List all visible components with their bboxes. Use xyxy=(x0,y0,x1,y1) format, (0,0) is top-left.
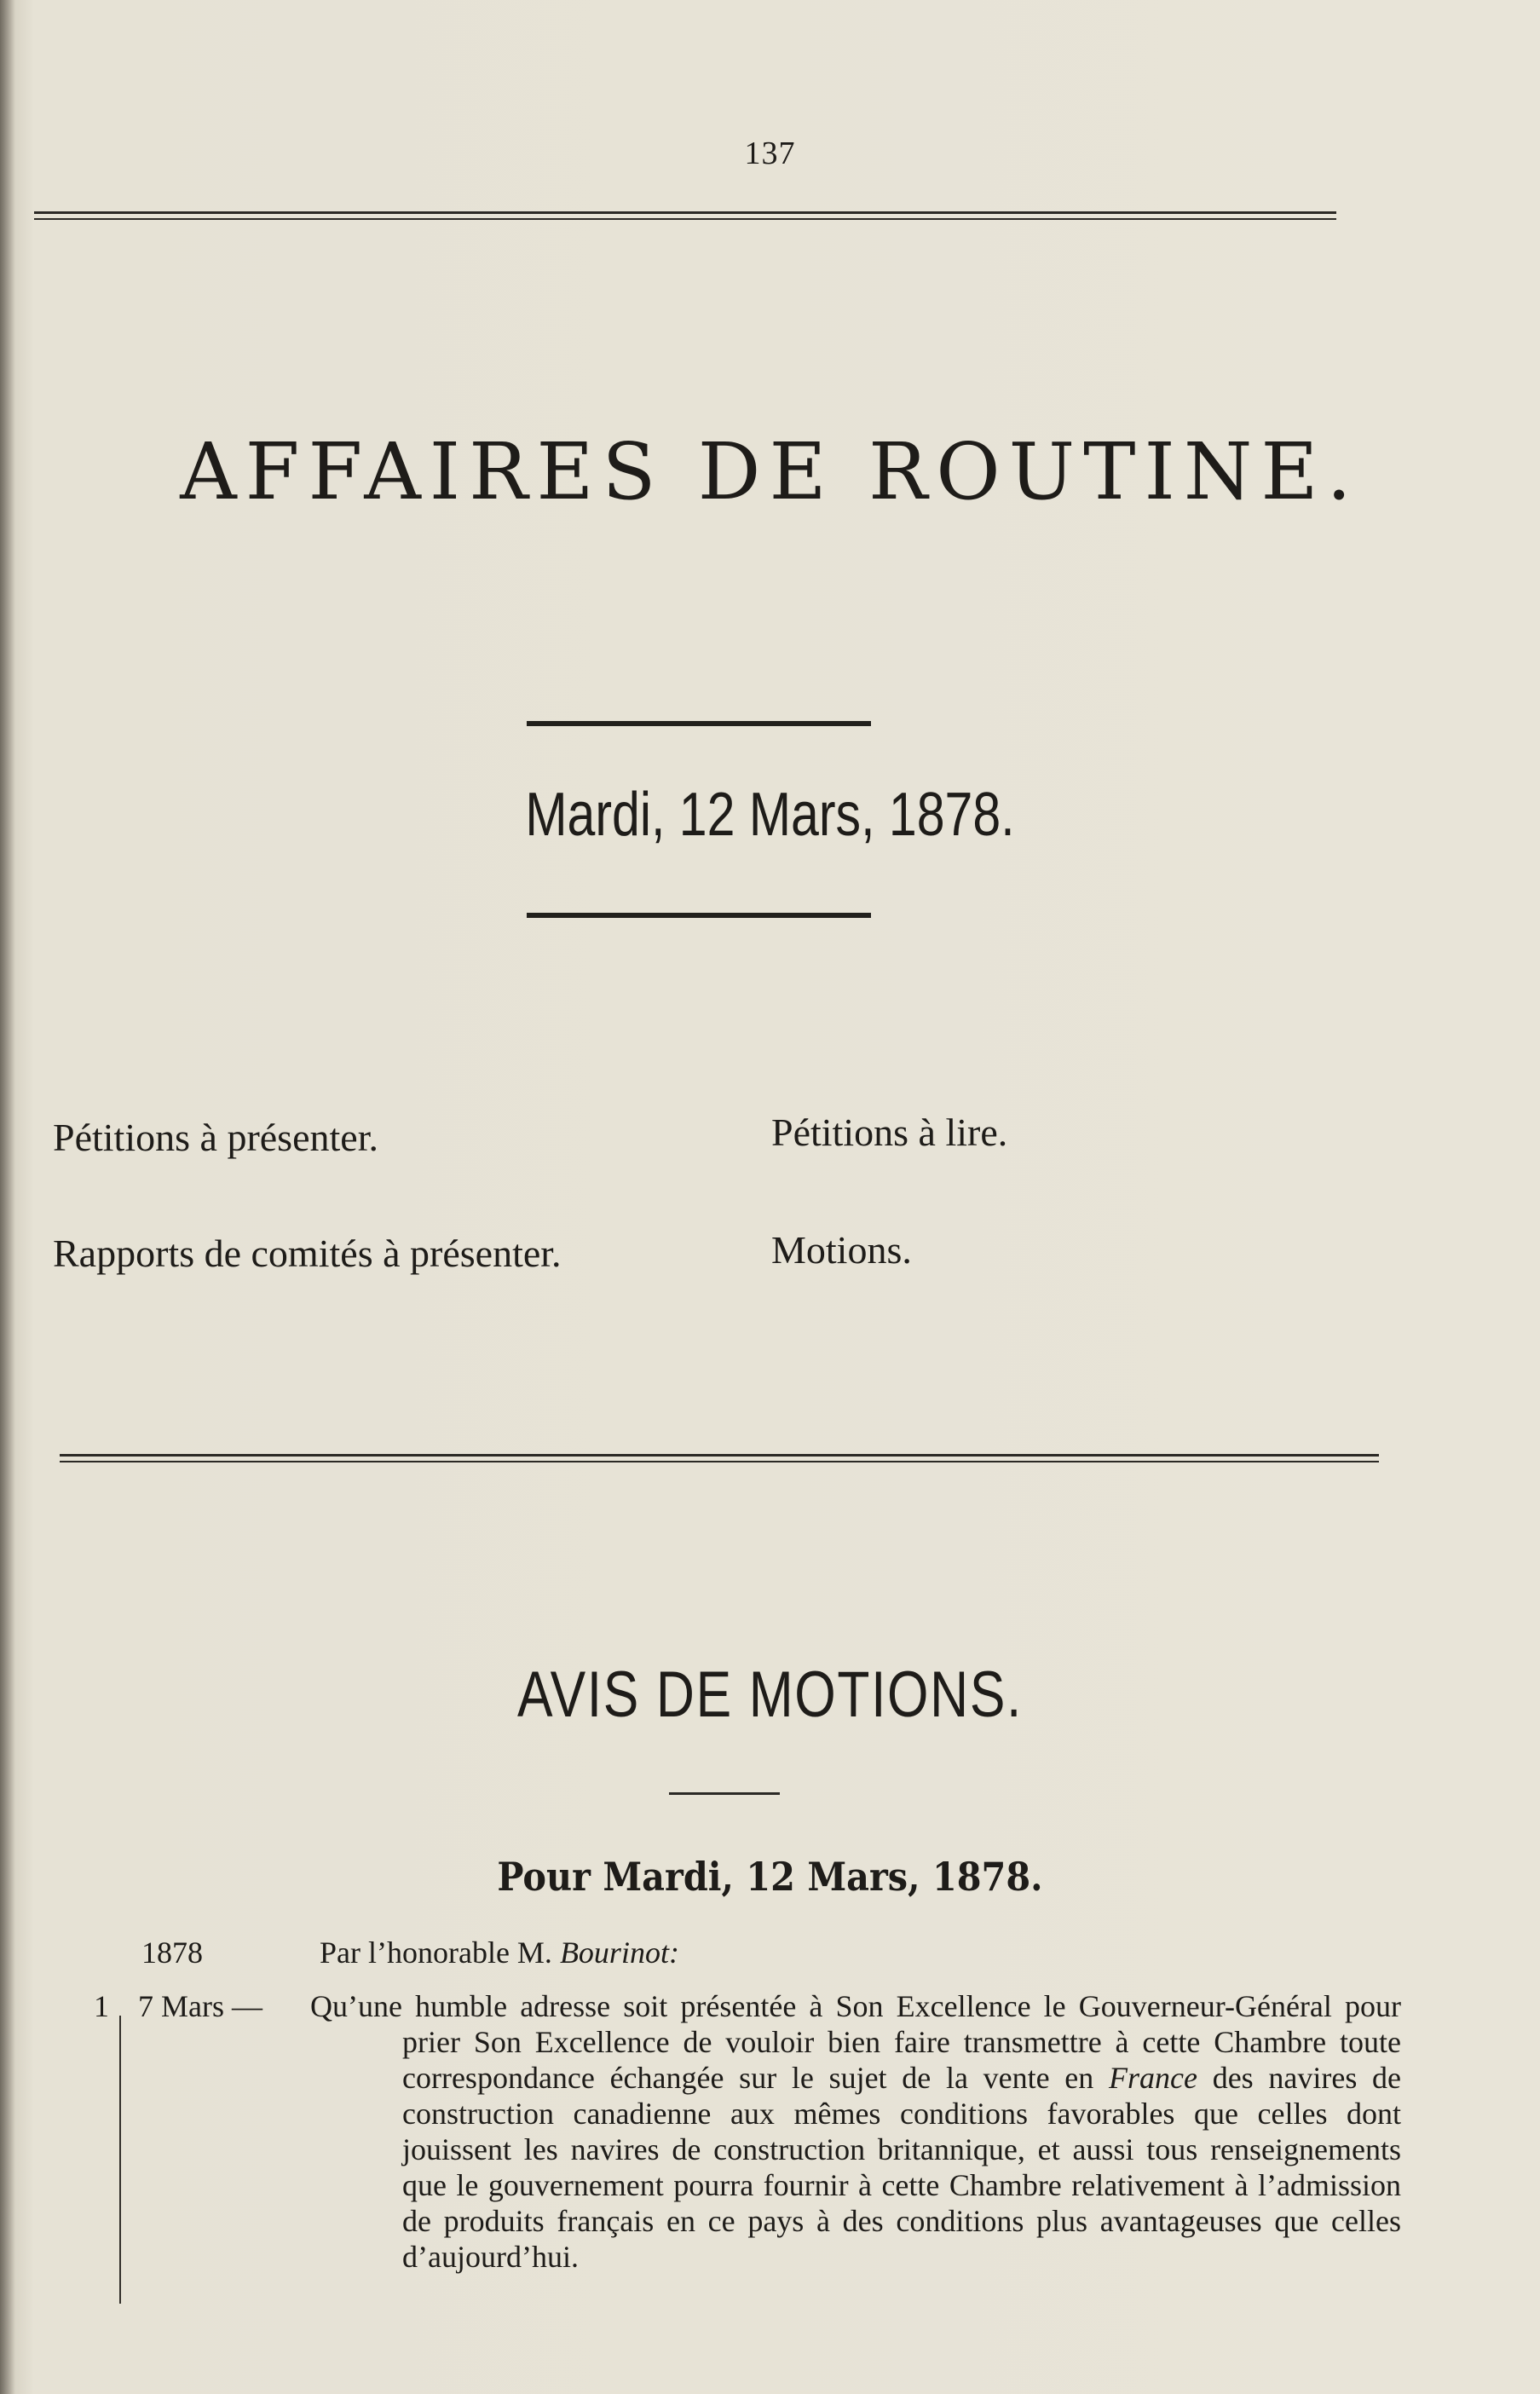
entry-paragraph xyxy=(310,1988,1402,2275)
rule-below-date xyxy=(527,913,871,918)
rule-above-date xyxy=(527,721,871,726)
entry-text xyxy=(310,1988,1402,2275)
header-double-rule xyxy=(34,211,1336,220)
short-rule xyxy=(669,1792,780,1795)
notices-subtitle: Pour Mardi, 12 Mars, 1878. xyxy=(497,1854,1043,1900)
entry-date: 7 Mars — xyxy=(138,1989,262,2023)
entry-text-after: des navires de construction canadienne aux mêmes conditions favorables que celles dont jouissent les navires de construction britannique, et aussi tous renseignements que le gouvernement pourra fournir à cette Chambre relativement à l’admission de produits français en ce pays à des conditions plus avantageuses que celles d’aujourd’hui. xyxy=(402,2061,1402,2274)
entry-year: 1878 xyxy=(141,1935,203,1970)
mover-name: Bourinot: xyxy=(559,1935,679,1970)
item-rapports-de-comites: Rapports de comités à présenter. xyxy=(53,1232,562,1275)
page-number: 137 xyxy=(744,136,796,171)
item-petitions-a-presenter: Pétitions à présenter. xyxy=(53,1116,378,1159)
item-motions: Motions. xyxy=(771,1228,912,1272)
entry-text-italic: France xyxy=(1109,2061,1197,2095)
entry-mover xyxy=(320,1935,679,1970)
routine-date: Mardi, 12 Mars, 1878. xyxy=(525,781,1015,849)
section-double-rule xyxy=(60,1454,1379,1462)
entry-number: 1 xyxy=(94,1989,109,2023)
notices-title: AVIS DE MOTIONS. xyxy=(517,1658,1023,1731)
routine-title: AFFAIRES DE ROUTINE. xyxy=(180,426,1360,517)
entry-margin-line xyxy=(119,2016,121,2304)
item-petitions-a-lire: Pétitions à lire. xyxy=(771,1110,1008,1154)
entry-text-before: Qu’une humble adresse soit présentée à Son Excellence le Gouverneur-Général pour prier Son Excellence de vouloir bien faire transmettre à cette Chambre toute correspondance échangée sur le sujet de la vente en xyxy=(310,1989,1401,2095)
mover-prefix: Par l’honorable M. xyxy=(320,1935,552,1970)
